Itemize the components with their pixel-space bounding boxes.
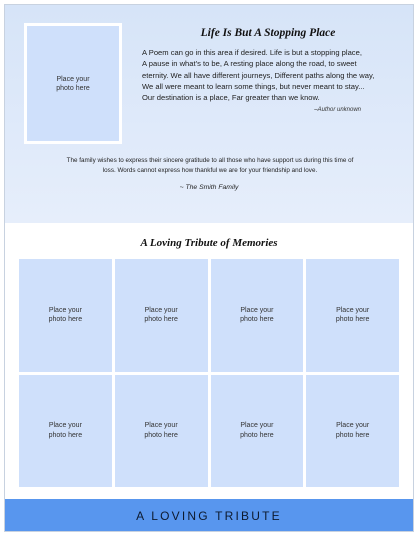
program-page xyxy=(4,4,414,532)
gratitude-message xyxy=(37,156,383,175)
photo-label: Place your photo here xyxy=(335,422,370,439)
photo-placeholder[interactable] xyxy=(211,375,304,488)
photo-placeholder[interactable] xyxy=(211,259,304,372)
footer-banner xyxy=(5,499,413,532)
photo-placeholder[interactable] xyxy=(115,375,208,488)
photo-placeholder[interactable] xyxy=(19,375,112,488)
gratitude-line: loss. Words cannot express how thankful we are for your friendship and love. xyxy=(102,166,318,174)
poem-line: A pause in what's to be, A resting place along the road, to sweet xyxy=(142,59,357,69)
photo-placeholder[interactable] xyxy=(306,375,399,488)
poem-line: Our destination is a place, Far greater than we know. xyxy=(142,93,320,103)
photo-label: Place your photo here xyxy=(335,306,370,324)
tribute-heading: A Loving Tribute of Memories xyxy=(140,237,278,249)
poem-line: A Poem can go in this area if desired. Life is but a stopping place, xyxy=(142,48,362,57)
poem-title: Life Is But A Stopping Place xyxy=(200,27,336,39)
photo-placeholder[interactable] xyxy=(306,259,399,372)
photo-label: Place your photo here xyxy=(240,422,274,439)
gratitude-line: The family wishes to express their sincere gratitude to all those who have support us during this time of xyxy=(66,157,354,164)
photo-label: Place your photo here xyxy=(240,306,274,324)
poem-text xyxy=(142,47,404,103)
footer-title: A LOVING TRIBUTE xyxy=(136,509,282,523)
photo-label: Place your photo here xyxy=(48,306,83,324)
family-signature: ~ The Smith Family xyxy=(179,184,239,191)
top-section xyxy=(5,5,413,223)
poem-line: We all were meant to learn some things, but never meant to stay... xyxy=(142,81,365,91)
main-photo-label: Place your photo here xyxy=(56,75,90,92)
photo-placeholder[interactable] xyxy=(115,259,208,372)
main-photo-placeholder[interactable] xyxy=(24,23,122,144)
photo-placeholder[interactable] xyxy=(19,259,112,372)
photo-label: Place your photo here xyxy=(144,306,178,324)
photo-grid xyxy=(19,259,399,487)
poem-line: eternity. We all have different journeys, Different paths along the way, xyxy=(142,70,375,80)
poem-author: –Author unknown xyxy=(314,107,361,113)
photo-label: Place your photo here xyxy=(48,422,83,439)
photo-label: Place your photo here xyxy=(144,422,178,439)
